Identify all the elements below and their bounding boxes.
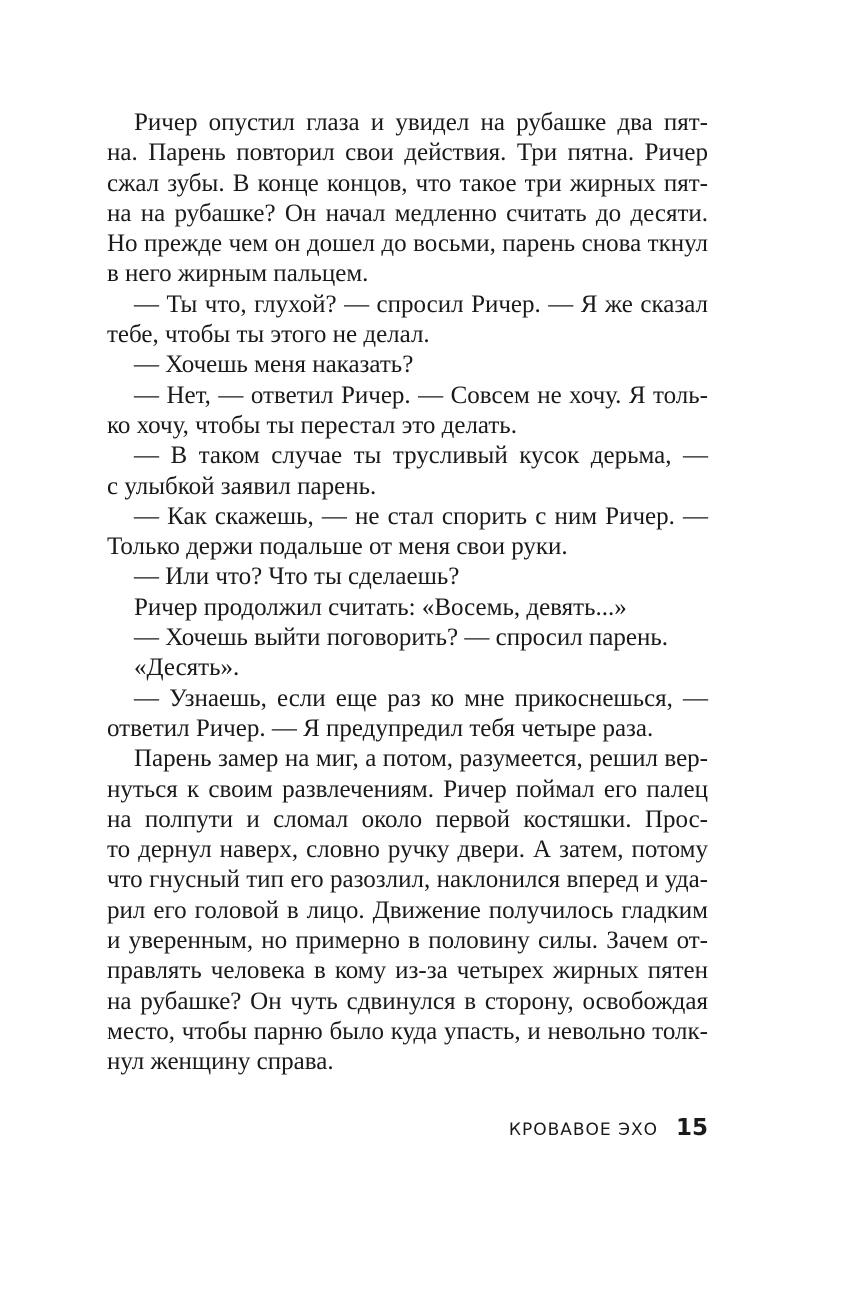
text-line: в него жирным пальцем.	[107, 260, 369, 288]
body-text	[107, 108, 708, 1078]
text-line: рил его головой в лицо. Движение получилось гладким	[107, 896, 708, 924]
page-number: 15	[675, 1115, 708, 1141]
text-line: Парень замер на миг, а потом, разумеется, решил вер-	[134, 745, 708, 773]
text-line: на. Парень повторил свои действия. Три пятна. Ричер	[107, 139, 708, 167]
text-line: — Или что? Что ты сделаешь?	[134, 563, 460, 591]
text-line: — В таком случае ты трусливый кусок дерьма, —	[134, 442, 708, 470]
text-line: нуться к своим развлечениям. Ричер поймал его палец	[107, 775, 708, 803]
text-line: тебе, чтобы ты этого не делал.	[107, 321, 430, 349]
text-line: нул женщину справа.	[107, 1048, 334, 1076]
text-line: ответил Ричер. — Я предупредил тебя четыре раза.	[107, 714, 654, 742]
text-line: на полпути и сломал около первой костяшки. Прос-	[107, 805, 708, 833]
text-line: на на рубашке? Он начал медленно считать до десяти.	[107, 199, 708, 227]
text-line: Только держи подальше от меня свои руки.	[107, 533, 568, 561]
text-line: что гнусный тип его разозлил, наклонился вперед и уда-	[107, 866, 708, 894]
text-line: место, чтобы парню было куда упасть, и невольно толк-	[107, 1017, 708, 1045]
text-line: на рубашке? Он чуть сдвинулся в сторону, освобождая	[107, 987, 708, 1015]
text-line: то дернул наверх, словно ручку двери. А затем, потому	[107, 836, 708, 864]
text-line: Ричер продолжил считать: «Восемь, девять...»	[134, 593, 627, 621]
text-line: — Нет, — ответил Ричер. — Совсем не хочу. Я толь-	[134, 381, 708, 409]
text-line: — Как скажешь, — не стал спорить с ним Ричер. —	[134, 502, 708, 530]
text-line: и уверенным, но примерно в половину силы. Зачем от-	[107, 927, 708, 955]
text-line: — Хочешь выйти поговорить? — спросил парень.	[134, 624, 669, 652]
text-line: правлять человека в кому из-за четырех жирных пятен	[107, 957, 708, 985]
text-line: Ричер опустил глаза и увидел на рубашке два пят-	[134, 109, 708, 136]
text-line: ко хочу, чтобы ты перестал это делать.	[107, 411, 517, 439]
text-line: «Десять».	[134, 654, 240, 682]
text-line: сжал зубы. В конце концов, что такое три жирных пят-	[107, 169, 708, 197]
text-line: — Хочешь меня наказать?	[134, 351, 414, 379]
text-line: Но прежде чем он дошел до восьми, парень снова ткнул	[107, 230, 708, 258]
page-footer	[509, 1115, 708, 1141]
text-line: — Ты что, глухой? — спросил Ричер. — Я же сказал	[134, 290, 708, 318]
running-title: КРОВАВОЕ ЭХО	[508, 1120, 658, 1140]
text-line: с улыбкой заявил парень.	[107, 472, 377, 500]
text-line: — Узнаешь, если еще раз ко мне прикоснешься, —	[134, 684, 708, 712]
